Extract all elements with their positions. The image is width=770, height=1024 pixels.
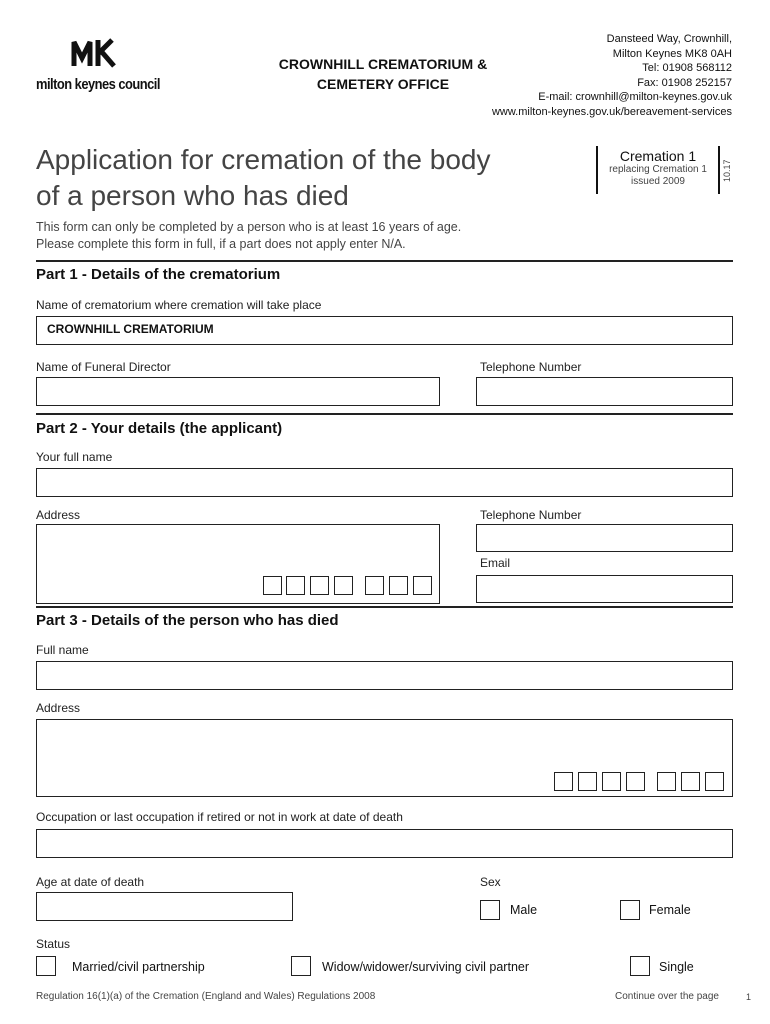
- part1-telephone-label: Telephone Number: [480, 360, 582, 374]
- mk-logo-icon: [60, 36, 120, 76]
- part2-title: Part 2 - Your details (the applicant): [36, 420, 283, 437]
- part1-title: Part 1 - Details of the crematorium: [36, 266, 281, 283]
- deceased-address-label: Address: [36, 701, 81, 715]
- applicant-postcode-box[interactable]: [286, 576, 305, 595]
- funeral-director-label: Name of Funeral Director: [36, 360, 171, 374]
- sex-label: Sex: [480, 875, 501, 889]
- crematorium-value: CROWNHILL CREMATORIUM: [47, 322, 214, 336]
- applicant-postcode-box[interactable]: [310, 576, 329, 595]
- deceased-postcode-box[interactable]: [705, 772, 724, 791]
- footer-regulation: Regulation 16(1)(a) of the Cremation (England and Wales) Regulations 2008: [36, 991, 376, 1002]
- version-date-code: 10.17: [722, 159, 732, 182]
- applicant-telephone-label: Telephone Number: [480, 508, 582, 522]
- version-box: [596, 146, 720, 194]
- deceased-postcode-box[interactable]: [554, 772, 573, 791]
- applicant-postcode-box[interactable]: [413, 576, 432, 595]
- form-title-line-2: of a person who has died: [36, 180, 349, 211]
- status-single-label: Single: [659, 960, 694, 974]
- contact-website[interactable]: www.milton-keynes.gov.uk/bereavement-services: [491, 105, 732, 118]
- applicant-name-label: Your full name: [36, 450, 113, 464]
- applicant-telephone-field[interactable]: [476, 524, 733, 552]
- age-field[interactable]: [36, 892, 293, 921]
- sex-female-checkbox[interactable]: [620, 900, 640, 920]
- age-label: Age at date of death: [36, 875, 145, 889]
- deceased-postcode-box[interactable]: [602, 772, 621, 791]
- status-label: Status: [36, 937, 71, 951]
- deceased-postcode-box[interactable]: [657, 772, 676, 791]
- part3-divider: [36, 606, 733, 608]
- intro-line-1: This form can only be completed by a person who is at least 16 years of age.: [36, 220, 462, 234]
- occupation-label: Occupation or last occupation if retired or not in work at date of death: [36, 810, 403, 824]
- logo-text: milton keynes council: [36, 76, 160, 93]
- applicant-postcode-box[interactable]: [263, 576, 282, 595]
- applicant-email-label: Email: [480, 556, 511, 570]
- sex-male-label: Male: [510, 903, 538, 917]
- deceased-name-label: Full name: [36, 643, 89, 657]
- deceased-name-field[interactable]: [36, 661, 733, 690]
- applicant-name-field[interactable]: [36, 468, 733, 497]
- form-title: [36, 142, 576, 214]
- office-line-1: CROWNHILL CREMATORIUM &: [278, 56, 488, 72]
- status-single-checkbox[interactable]: [630, 956, 650, 976]
- deceased-postcode-box[interactable]: [578, 772, 597, 791]
- status-widowed-checkbox[interactable]: [291, 956, 311, 976]
- applicant-postcode-box[interactable]: [365, 576, 384, 595]
- sex-female-label: Female: [649, 903, 691, 917]
- contact-address-2: Milton Keynes MK8 0AH: [612, 47, 732, 60]
- applicant-postcode-box[interactable]: [389, 576, 408, 595]
- status-widowed-label: Widow/widower/surviving civil partner: [322, 960, 530, 974]
- occupation-field[interactable]: [36, 829, 733, 858]
- deceased-postcode-box[interactable]: [681, 772, 700, 791]
- version-name: Cremation 1: [619, 148, 697, 164]
- intro-line-2: Please complete this form in full, if a part does not apply enter N/A.: [36, 237, 406, 251]
- applicant-postcode-box[interactable]: [334, 576, 353, 595]
- applicant-email-field[interactable]: [476, 575, 733, 603]
- sex-male-checkbox[interactable]: [480, 900, 500, 920]
- version-replacing: replacing Cremation 1: [609, 164, 707, 175]
- office-name: [258, 54, 508, 94]
- contact-details: [492, 32, 732, 119]
- version-issued: issued 2009: [631, 176, 685, 187]
- footer-continue: Continue over the page: [615, 991, 719, 1002]
- crematorium-field[interactable]: [36, 316, 733, 345]
- part2-divider: [36, 413, 733, 415]
- part1-divider: [36, 260, 733, 262]
- funeral-director-field[interactable]: [36, 377, 440, 406]
- crematorium-label: Name of crematorium where cremation will take place: [36, 298, 322, 312]
- intro-text: [36, 219, 461, 253]
- applicant-address-label: Address: [36, 508, 81, 522]
- status-married-checkbox[interactable]: [36, 956, 56, 976]
- status-married-label: Married/civil partnership: [72, 960, 205, 974]
- part1-telephone-field[interactable]: [476, 377, 733, 406]
- office-line-2: CEMETERY OFFICE: [316, 76, 450, 92]
- contact-tel: Tel: 01908 568112: [642, 62, 732, 74]
- contact-fax: Fax: 01908 252157: [637, 76, 732, 89]
- form-title-line-1: Application for cremation of the body: [36, 144, 491, 175]
- part3-title: Part 3 - Details of the person who has died: [36, 612, 339, 629]
- contact-address-1: Dansteed Way, Crownhill,: [606, 33, 732, 45]
- page-number: 1: [746, 992, 752, 1002]
- deceased-postcode-box[interactable]: [626, 772, 645, 791]
- contact-email[interactable]: E-mail: crownhill@milton-keynes.gov.uk: [538, 91, 732, 103]
